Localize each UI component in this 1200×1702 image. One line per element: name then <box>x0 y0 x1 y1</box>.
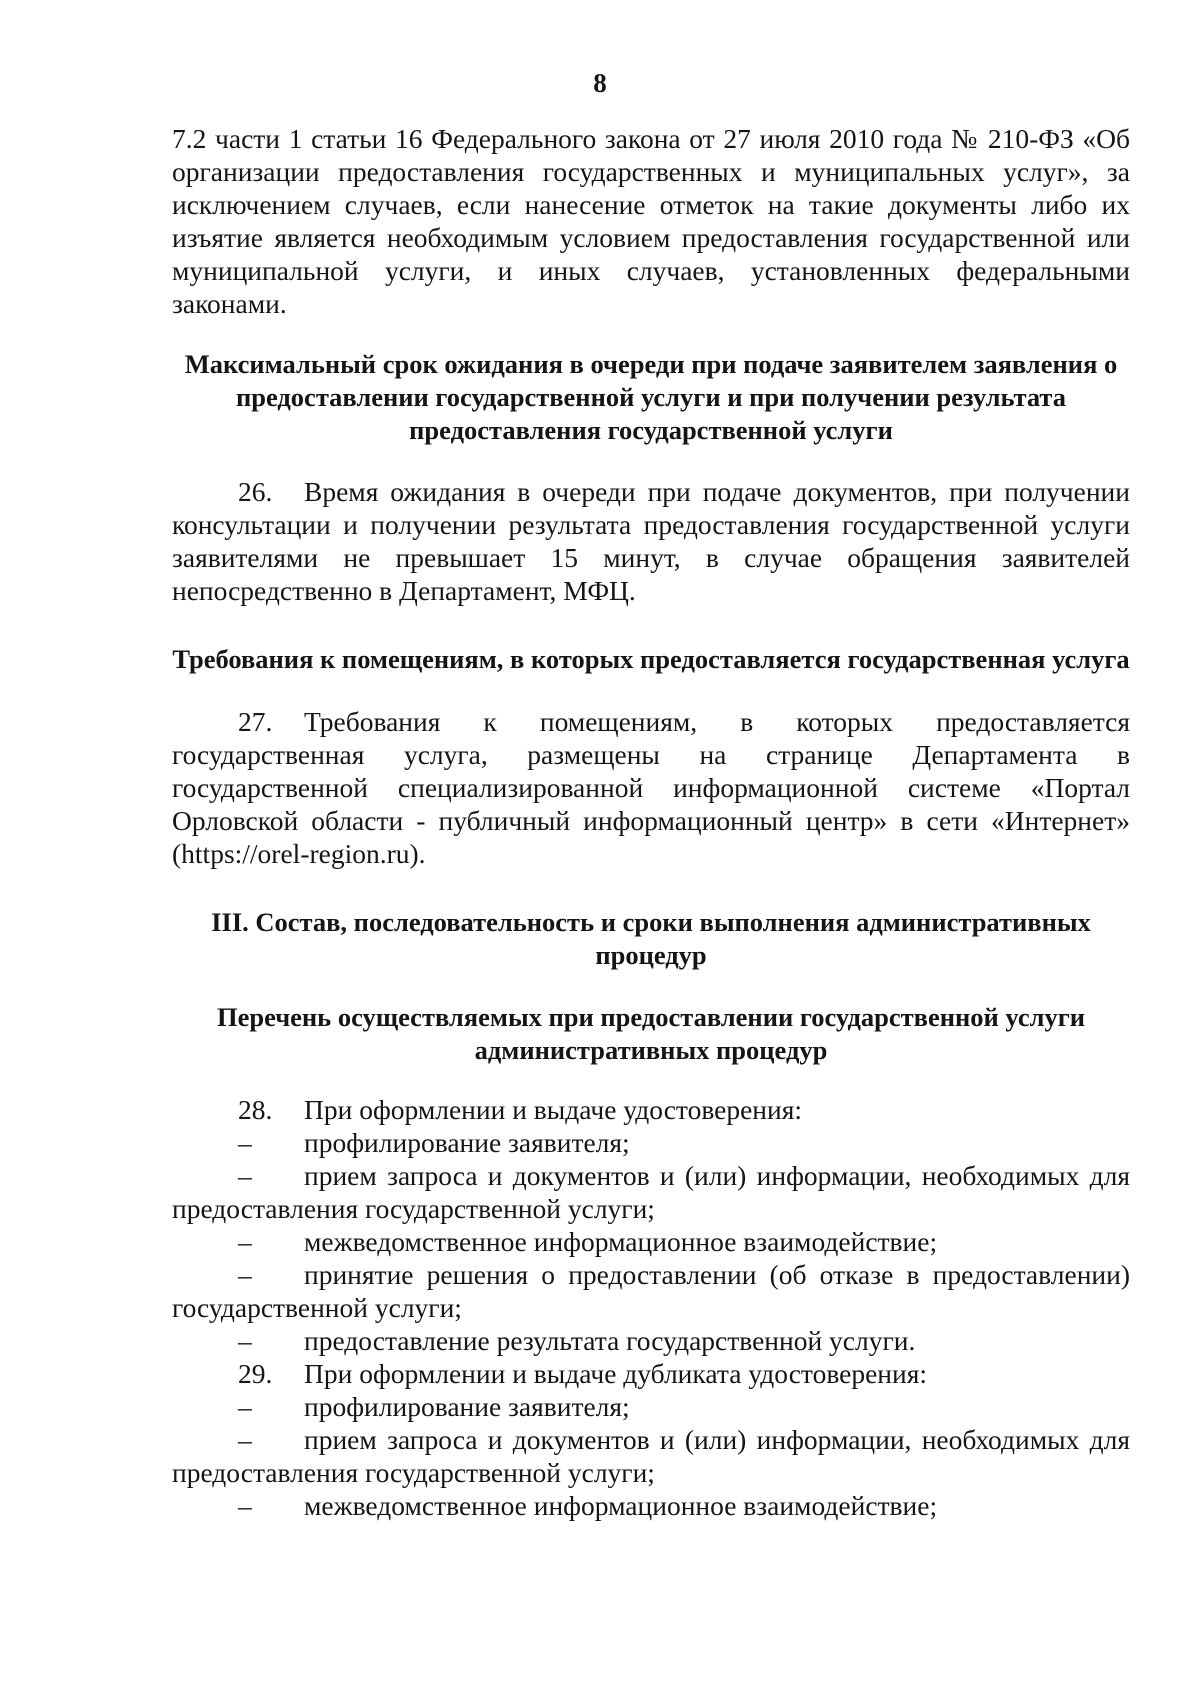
heading-premises: Требования к помещениям, в которых предоставляется государственная услуга <box>172 644 1130 674</box>
list-item <box>172 1159 1130 1225</box>
list-item-text: профилирование заявителя; <box>304 1391 630 1422</box>
list-item-text: межведомственное информационное взаимодействие; <box>304 1490 938 1521</box>
item-text: Требования к помещениям, в которых предоставляется государственная услуга, размещены на странице Департамента в государственной специализированной информационной системе «Портал Орловской области - публичный информационный центр» в сети «Интернет» (https://orel-region.ru). <box>172 706 1130 869</box>
item-number: 29. <box>238 1358 273 1389</box>
item-text: Время ожидания в очереди при подаче документов, при получении консультации и получении результата предоставления государственной услуги заявителями не превышает 15 минут, в случае обращения заявителей непосредственно в Департамент, МФЦ. <box>172 476 1130 606</box>
list-item-text: межведомственное информационное взаимодействие; <box>304 1226 938 1257</box>
paragraph-29 <box>172 1357 1130 1390</box>
page-number: 8 <box>593 68 607 98</box>
item-number: 27. <box>238 706 273 737</box>
list-item <box>172 1489 1130 1522</box>
item-text: При оформлении и выдаче дубликата удостоверения: <box>304 1358 928 1389</box>
list-item-text: прием запроса и документов и (или) информации, необходимых для предоставления государственной услуги; <box>172 1424 1130 1488</box>
paragraph-26 <box>172 475 1130 607</box>
list-item <box>172 1390 1130 1423</box>
document-body <box>172 122 1130 1522</box>
dash-marker: – <box>238 1226 252 1257</box>
dash-marker: – <box>238 1424 252 1455</box>
dash-marker: – <box>238 1391 252 1422</box>
heading-wait-time: Максимальный срок ожидания в очереди при подаче заявителем заявления о предоставлении государственной услуги и при получении результата предоставления государственной услуги <box>184 349 1118 445</box>
list-item-text: прием запроса и документов и (или) информации, необходимых для предоставления государственной услуги; <box>172 1160 1130 1224</box>
intro-paragraph: 7.2 части 1 статьи 16 Федерального закона от 27 июля 2010 года № 210-ФЗ «Об организации предоставления государственных и муниципальных услуг», за исключением случаев, если нанесение отметок на такие документы либо их изъятие является необходимым условием предоставления государственной или муниципальной услуги, и иных случаев, установленных федеральными законами. <box>172 123 1130 319</box>
list-item-text: принятие решения о предоставлении (об отказе в предоставлении) государственной услуги; <box>172 1259 1130 1323</box>
list-item-text: профилирование заявителя; <box>304 1127 630 1158</box>
list-item <box>172 1324 1130 1357</box>
dash-marker: – <box>238 1325 252 1356</box>
list-item <box>172 1225 1130 1258</box>
heading-procedures-list: Перечень осуществляемых при предоставлении государственной услуги административных процедур <box>216 1002 1086 1065</box>
list-item <box>172 1423 1130 1489</box>
list-item <box>172 1126 1130 1159</box>
dash-marker: – <box>238 1127 252 1158</box>
heading-chapter-3: III. Состав, последовательность и сроки выполнения административных процедур <box>211 907 1091 970</box>
list-item <box>172 1258 1130 1324</box>
list-item-text: предоставление результата государственной услуги. <box>304 1325 916 1356</box>
dash-marker: – <box>238 1490 252 1521</box>
item-number: 28. <box>238 1094 273 1125</box>
paragraph-27 <box>172 705 1130 870</box>
dash-marker: – <box>238 1160 252 1191</box>
paragraph-28 <box>172 1093 1130 1126</box>
item-number: 26. <box>238 476 273 507</box>
item-text: При оформлении и выдаче удостоверения: <box>304 1094 803 1125</box>
dash-marker: – <box>238 1259 252 1290</box>
